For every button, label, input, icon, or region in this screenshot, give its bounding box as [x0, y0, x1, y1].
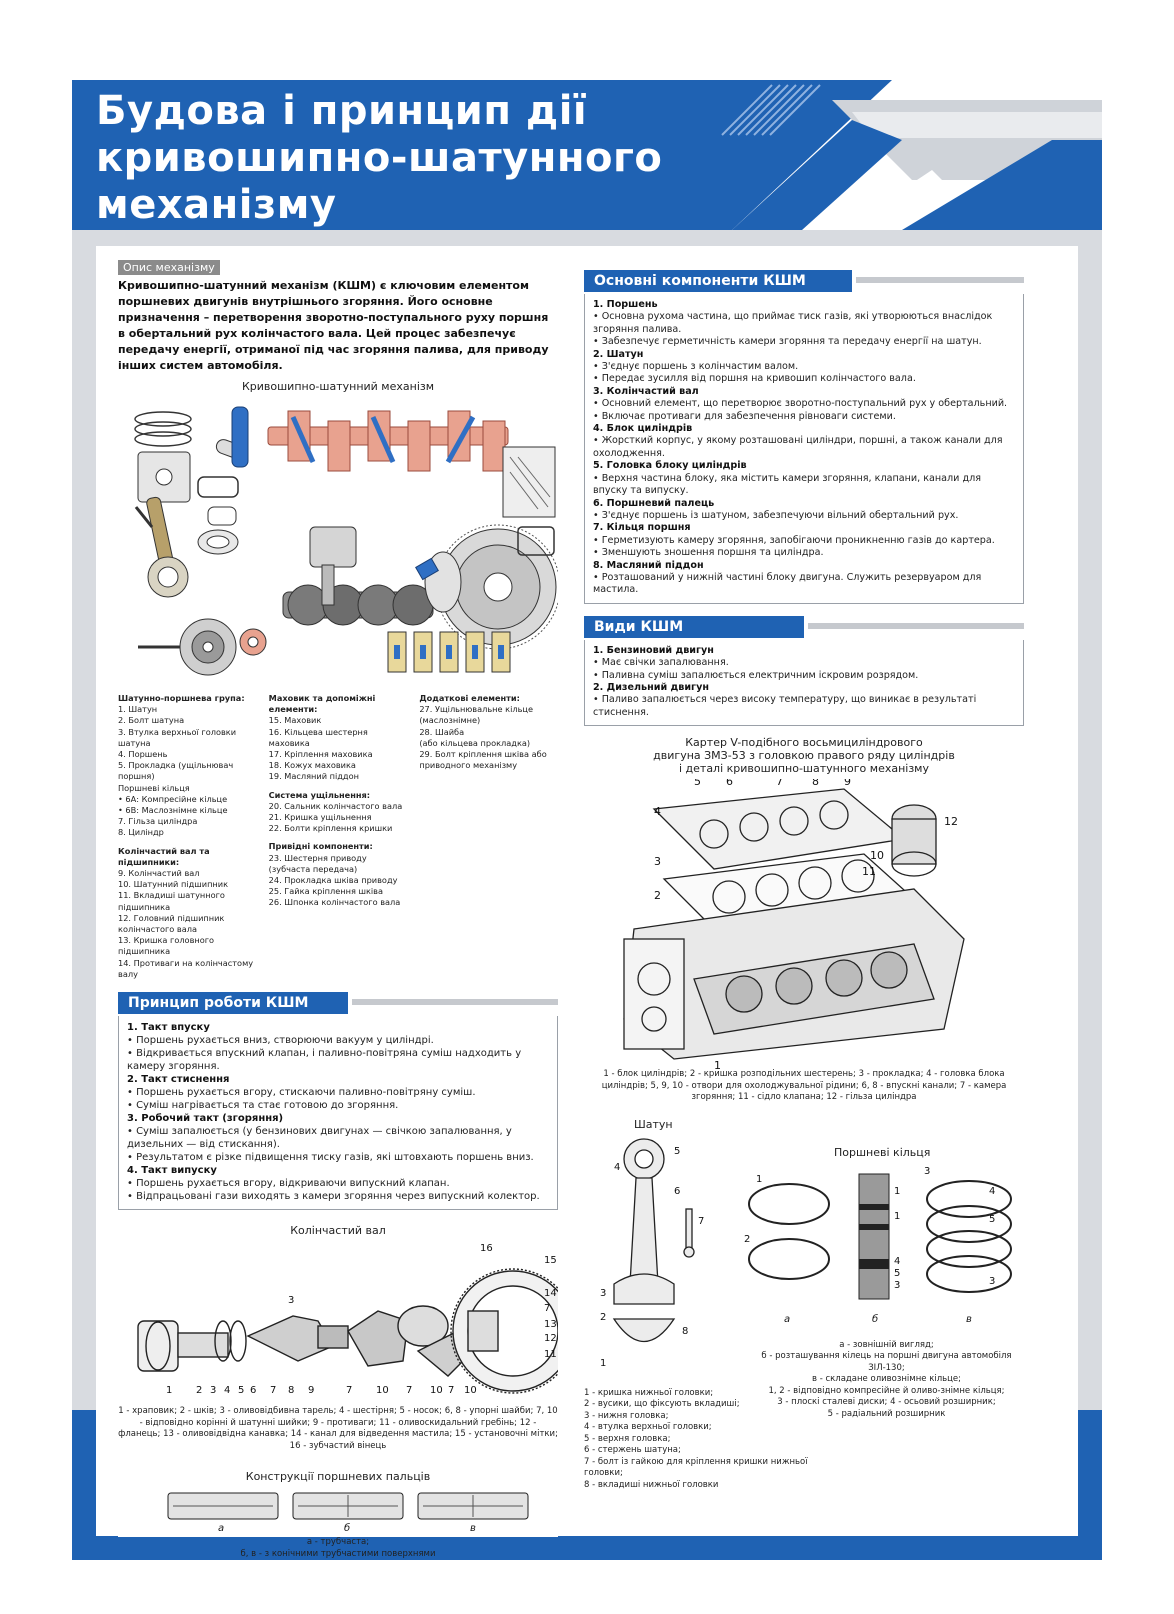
principle.items-heading: 2. Такт стиснення [127, 1074, 230, 1086]
principle.items-item: • Відпрацьовані гази виходять з камери згоряння через випускний колектор. [127, 1191, 540, 1203]
svg-text:14: 14 [544, 1288, 557, 1300]
svg-text:5: 5 [694, 779, 701, 789]
legend.col1-item: • 6А: Компресійне кільце [118, 793, 228, 804]
svg-text:10: 10 [430, 1385, 443, 1397]
legend.col1-spacer [118, 839, 257, 846]
svg-text:6: 6 [674, 1185, 681, 1197]
rings-label-c: в [966, 1313, 972, 1325]
principle.items-heading: 4. Такт випуску [127, 1165, 217, 1177]
caption-line: 3 - плоскі сталеві диски; 4 - осьовий розширник; [777, 1397, 996, 1408]
components-header-rule [856, 277, 1024, 283]
components.items-item: • Жорсткий корпус, у якому розташовані циліндри, поршні, а також канали для охолодження. [593, 435, 1003, 459]
svg-text:7: 7 [448, 1385, 455, 1397]
left-column [118, 256, 558, 1560]
legend.col1-item: 13. Кришка головного підшипника [118, 935, 215, 957]
svg-text:15: 15 [544, 1255, 557, 1267]
svg-text:10: 10 [464, 1385, 477, 1397]
types-title: Види КШМ [584, 616, 804, 638]
svg-text:4: 4 [654, 805, 661, 819]
types.items-heading: 2. Дизельний двигун [593, 681, 709, 693]
svg-text:16: 16 [480, 1243, 493, 1255]
principle.items-item: • Результатом є різке підвищення тиску газів, які штовхають поршень вниз. [127, 1152, 534, 1164]
legend.col3-item: (або кільцева прокладка) [419, 737, 531, 748]
crankcase-caption: 1 - блок циліндрів; 2 - кришка розподільних шестерень; 3 - прокладка; 4 - головка блока циліндрів; 5, 9, 10 - отвори для охолоджувальної рідини; 6, 8 - впускні канали; 7 - камера згоряння; 11 - сідло клапана; 12 - гільза циліндра [601, 1069, 1007, 1103]
legend.col2-item: 24. Прокладка шківа приводу [268, 875, 398, 886]
components.items-item: • З'єднує поршень з колінчастим валом. [593, 361, 799, 373]
caption-line: 5 - радіальний розширник [827, 1408, 946, 1419]
legend.col1-item: 14. Противаги на колінчастому валу [118, 957, 254, 979]
svg-text:7: 7 [776, 779, 783, 789]
legend.col1-item: 4. Поршень [118, 749, 168, 760]
svg-text:7: 7 [406, 1385, 413, 1397]
svg-text:5: 5 [894, 1267, 901, 1279]
crankcase-title [584, 736, 1024, 775]
svg-text:9: 9 [844, 779, 851, 789]
legend.col1-item: 1. Шатун [118, 704, 158, 715]
legend.col1-heading: Колінчастий вал та підшипники: [118, 845, 210, 867]
components.items-heading: 1. Поршень [593, 299, 658, 310]
legend.col2-item: 26. Шпонка колінчастого вала [268, 897, 401, 908]
types.items-heading: 1. Бензиновий двигун [593, 644, 714, 656]
caption-line: а - зовнішній вигляд; [839, 1339, 934, 1350]
legend.col1-item: 10. Шатунний підшипник [118, 879, 229, 890]
svg-text:5: 5 [674, 1145, 681, 1157]
page-title [96, 88, 756, 229]
principle-header-rule [352, 999, 558, 1005]
svg-text:5: 5 [989, 1213, 996, 1225]
rings-label-b: б [872, 1313, 879, 1325]
parts-legend [118, 693, 558, 980]
pins-caption-1: а - трубчаста; [306, 1537, 370, 1548]
caption-line: 3 - нижня головка; [584, 1410, 669, 1421]
caption-line: б - розташування кілець на поршні двигуна автомобіля ЗІЛ-130; [761, 1351, 1012, 1373]
crankcase-title-line-2: двигуна ЗМЗ-53 з головкою правого ряду циліндрів [653, 749, 955, 763]
components.items-item: • Передає зусилля від поршня на кривошип колінчастого вала. [593, 373, 916, 385]
legend.col3-heading: Додаткові елементи: [419, 693, 520, 703]
rod-caption [584, 1388, 844, 1492]
right-column [584, 256, 1024, 1488]
legend.col2-item: 18. Кожух маховика [268, 760, 356, 771]
svg-text:7: 7 [544, 1303, 551, 1315]
components.items-item: • Основний елемент, що перетворює зворотно-поступальний рух у обертальний. [593, 398, 1008, 410]
legend-column-2 [269, 693, 408, 980]
components.items-item: • Включає противаги для забезпечення рівноваги системи. [593, 410, 896, 422]
principle.items-item: • Поршень рухається вниз, створюючи вакуум у циліндрі. [127, 1035, 434, 1047]
svg-text:3: 3 [600, 1287, 607, 1299]
svg-text:11: 11 [544, 1349, 557, 1361]
caption-line: 1 - кришка нижньої головки; [584, 1387, 714, 1398]
legend.col2-item: 23. Шестерня приводу (зубчаста передача) [268, 852, 367, 874]
pins-figure-title: Конструкції поршневих пальців [245, 1470, 431, 1484]
legend.col2-heading: Маховик та допоміжні елементи: [268, 693, 376, 715]
components.items-item: • Розташований у нижній частині блоку двигуна. Служить резервуаром для мастила. [593, 571, 982, 596]
principle-header [118, 992, 558, 1016]
legend.col3-item: 29. Болт кріплення шківа або приводного механізму [419, 749, 547, 771]
legend.col2-spacer [269, 783, 408, 790]
components.items-item: • Основна рухома частина, що приймає тиск газів, які утворюються внаслідок згоряння палива. [593, 311, 993, 335]
svg-text:2: 2 [600, 1311, 607, 1323]
components.items-item: • Герметизують камеру згоряння, запобігаючи проникненню газів до картера. [593, 534, 995, 546]
svg-text:1: 1 [894, 1185, 901, 1197]
legend.col2-heading: Привідні компоненти: [268, 841, 373, 852]
types-header-rule [808, 623, 1024, 629]
pins-caption-2: б, в - з конічними трубчастими поверхнями [240, 1548, 436, 1559]
components.items-heading: 6. Поршневий палець [593, 497, 715, 509]
svg-text:3: 3 [288, 1295, 295, 1307]
svg-text:1: 1 [894, 1210, 901, 1222]
legend.col1-item: 12. Головний підшипник колінчастого вала [118, 912, 225, 935]
caption-line: 4 - втулка верхньої головки; [584, 1422, 712, 1433]
svg-text:10: 10 [376, 1385, 389, 1397]
legend.col3-item: 27. Ущільнювальне кільце (маслознімне) [419, 704, 534, 726]
svg-text:9: 9 [308, 1385, 315, 1397]
svg-text:3: 3 [654, 855, 661, 869]
svg-text:11: 11 [862, 865, 876, 879]
pin-label-b: б [344, 1523, 351, 1535]
principle.items-item: • Суміш запалюється (у бензинових двигунах — свічкою запалювання, у дизельних — від стискання). [127, 1126, 512, 1151]
legend.col1-item: 7. Гільза циліндра [118, 816, 198, 827]
components.items-heading: 2. Шатун [593, 348, 644, 360]
legend.col2-item: 15. Маховик [268, 715, 322, 726]
legend-column-3 [419, 693, 558, 980]
svg-text:8: 8 [812, 779, 819, 789]
components-header [584, 270, 1024, 294]
legend.col2-heading: Система ущільнення: [268, 789, 371, 800]
principle-box [118, 1016, 558, 1210]
legend.col1-item: 8. Циліндр [118, 827, 164, 838]
legend.col3-item: 28. Шайба [419, 726, 465, 737]
svg-text:6: 6 [250, 1385, 257, 1397]
legend.col2-spacer [269, 834, 408, 841]
content-panel [96, 246, 1078, 1559]
legend.col1-item: • 6В: Маслознімне кільце [118, 805, 228, 816]
svg-text:1: 1 [166, 1385, 173, 1397]
rings-drawing [744, 1164, 1024, 1329]
legend.col1-item: 5. Прокладка (ущільнювач поршня) [118, 760, 234, 782]
principle.items-heading: 1. Такт впуску [127, 1022, 210, 1034]
svg-text:3: 3 [989, 1275, 996, 1287]
legend.col1-item: 9. Колінчастий вал [118, 868, 200, 879]
svg-text:4: 4 [894, 1255, 901, 1267]
principle.items-heading: 3. Робочий такт (згоряння) [127, 1113, 284, 1125]
legend.col1-item: 3. Втулка верхньої головки шатуна [118, 726, 237, 748]
pin-label-a: а [218, 1523, 225, 1535]
components.items-heading: 7. Кільця поршня [593, 522, 691, 534]
crankcase-drawing [584, 779, 1024, 1069]
svg-text:8: 8 [682, 1325, 689, 1337]
rings-title: Поршневі кільця [834, 1145, 931, 1159]
legend.col2-item: 20. Сальник колінчастого вала [268, 800, 403, 811]
legend.col2-item: 19. Масляний піддон [268, 771, 359, 782]
title-line-1: Будова і принцип дії [96, 88, 588, 134]
types.items-item: • Паливна суміш запалюється електричним іскровим розрядом. [593, 669, 919, 681]
svg-text:1: 1 [756, 1173, 763, 1185]
legend.col1-item: 11. Вкладиші шатунного підшипника [118, 890, 225, 912]
components.items-item: • Забезпечує герметичність камери згоряння та передачу енергії на шатун. [593, 336, 982, 348]
principle.items-item: • Відкривається впускний клапан, і паливно-повітряна суміш надходить у камеру згоряння. [127, 1048, 522, 1073]
svg-text:7: 7 [270, 1385, 277, 1397]
pin-label-c: в [470, 1523, 476, 1535]
legend.col1-heading: Шатунно-поршнева група: [118, 693, 245, 703]
rod-rings-area [584, 1118, 1024, 1488]
svg-text:7: 7 [346, 1385, 353, 1397]
mechanism-exploded-drawing [118, 397, 558, 687]
crankcase-title-line-1: Картер V-подібного восьмициліндрового [685, 736, 923, 750]
legend.col1-item: Поршневі кільця [118, 782, 190, 793]
title-line-2: кривошипно-шатунного [96, 135, 663, 181]
rings-label-a: а [784, 1313, 791, 1325]
caption-line: 1, 2 - відповідно компресійне й оливо-знімне кільця; [768, 1385, 1005, 1396]
svg-text:4: 4 [224, 1385, 231, 1397]
caption-line: 6 - стержень шатуна; [584, 1445, 681, 1456]
rod-title: Шатун [634, 1117, 673, 1131]
components.items-heading: 5. Головка блоку циліндрів [593, 460, 747, 472]
legend.col2-item: 21. Кришка ущільнення [268, 812, 372, 823]
types-header [584, 616, 1024, 640]
components.items-heading: 4. Блок циліндрів [593, 423, 693, 435]
crankcase-title-line-3: і деталі кривошипно-шатунного механізму [678, 762, 929, 776]
svg-text:2: 2 [196, 1385, 203, 1397]
components.items-item: • Верхня частина блоку, яка містить камери згоряння, клапани, канали для впуску та випуску. [593, 472, 981, 497]
svg-text:1: 1 [714, 1059, 721, 1070]
crankshaft-drawing [118, 1241, 558, 1406]
crankshaft-figure-title: Колінчастий вал [290, 1224, 386, 1238]
rod-drawing [594, 1134, 734, 1384]
title-line-3: механізму [96, 182, 337, 228]
components.items-item: • Зменшують зношення поршня та циліндра. [593, 547, 824, 559]
poster [72, 80, 1102, 1560]
svg-text:5: 5 [238, 1385, 245, 1397]
types.items-item: • Паливо запалюється через високу температуру, що виникає в результаті стиснення. [593, 694, 977, 718]
svg-text:3: 3 [924, 1165, 931, 1177]
legend.col2-item: 22. Болти кріплення кришки [268, 823, 393, 834]
legend.col1-item: 2. Болт шатуна [118, 715, 185, 726]
svg-text:3: 3 [210, 1385, 217, 1397]
components.items-heading: 3. Колінчастий вал [593, 385, 699, 397]
mechanism-figure-title: Кривошипно-шатунний механізм [241, 380, 435, 393]
caption-line: в - складане оливознімне кільце; [811, 1374, 962, 1385]
svg-text:4: 4 [989, 1185, 996, 1197]
components.items-heading: 8. Масляний піддон [593, 559, 704, 571]
svg-text:12: 12 [544, 1333, 557, 1345]
components-title: Основні компоненти КШМ [584, 270, 852, 292]
svg-text:3: 3 [894, 1279, 901, 1291]
components-box [584, 294, 1024, 604]
caption-line: 2 - вусики, що фіксують вкладиші; [584, 1399, 740, 1410]
legend.col2-item: 17. Кріплення маховика [268, 749, 373, 760]
legend.col2-item: 25. Гайка кріплення шківа [268, 886, 384, 897]
intro-text: Кривошипно-шатунний механізм (КШМ) є ключовим елементом поршневих двигунів внутрішнього згоряння. Його основне призначення – перетворення зворотно-поступального руху поршня в обертальний рух колінчастого вала. Цей процес забезпечує передачу енергії, отриманої під час згоряння палива, для приводу інших систем автомобіля. [118, 279, 549, 372]
caption-line: 5 - верхня головка; [584, 1433, 671, 1444]
caption-line: 8 - вкладиші нижньої головки [584, 1479, 719, 1490]
svg-text:10: 10 [870, 849, 884, 863]
svg-text:13: 13 [544, 1319, 557, 1331]
svg-text:8: 8 [288, 1385, 295, 1397]
types-box [584, 640, 1024, 726]
svg-text:2: 2 [744, 1233, 751, 1245]
crankshaft-caption: 1 - храповик; 2 - шків; 3 - оливовідбивна тарель; 4 - шестірня; 5 - носок; 6, 8 - упорні шайби; 7, 10 - відповідно корінні й шатунні шийки; 9 - противаги; 11 - оливоскидальний гребінь; 12 - фланець; 13 - оливовідвідна канавка; 14 - канал для відведення мастила; 15 - установочні мітки; 16 - зубчастий вінець [118, 1406, 558, 1451]
svg-text:7: 7 [698, 1215, 705, 1227]
components.items-item: • З'єднує поршень із шатуном, забезпечуючи вільний обертальний рух. [593, 509, 959, 521]
principle.items-item: • Суміш нагрівається та стає готовою до згоряння. [127, 1100, 399, 1112]
intro-tag: Опис механізму [118, 260, 220, 275]
svg-text:1: 1 [600, 1357, 607, 1369]
svg-text:6: 6 [726, 779, 733, 789]
svg-text:12: 12 [944, 815, 958, 829]
svg-text:2: 2 [654, 889, 661, 903]
header-banner [72, 80, 1102, 230]
caption-line: 7 - болт із гайкою для кріплення кришки нижньої головки; [584, 1456, 808, 1479]
principle.items-item: • Поршень рухається вгору, відкриваючи випускний клапан. [127, 1178, 450, 1190]
types.items-item: • Має свічки запалювання. [593, 657, 729, 669]
legend.col2-item: 16. Кільцева шестерня маховика [268, 726, 368, 748]
svg-text:4: 4 [614, 1161, 621, 1173]
principle-title: Принцип роботи КШМ [118, 992, 348, 1014]
legend-column-1 [118, 693, 257, 980]
principle.items-item: • Поршень рухається вгору, стискаючи паливно-повітряну суміш. [127, 1087, 476, 1099]
pins-drawing [118, 1487, 558, 1537]
